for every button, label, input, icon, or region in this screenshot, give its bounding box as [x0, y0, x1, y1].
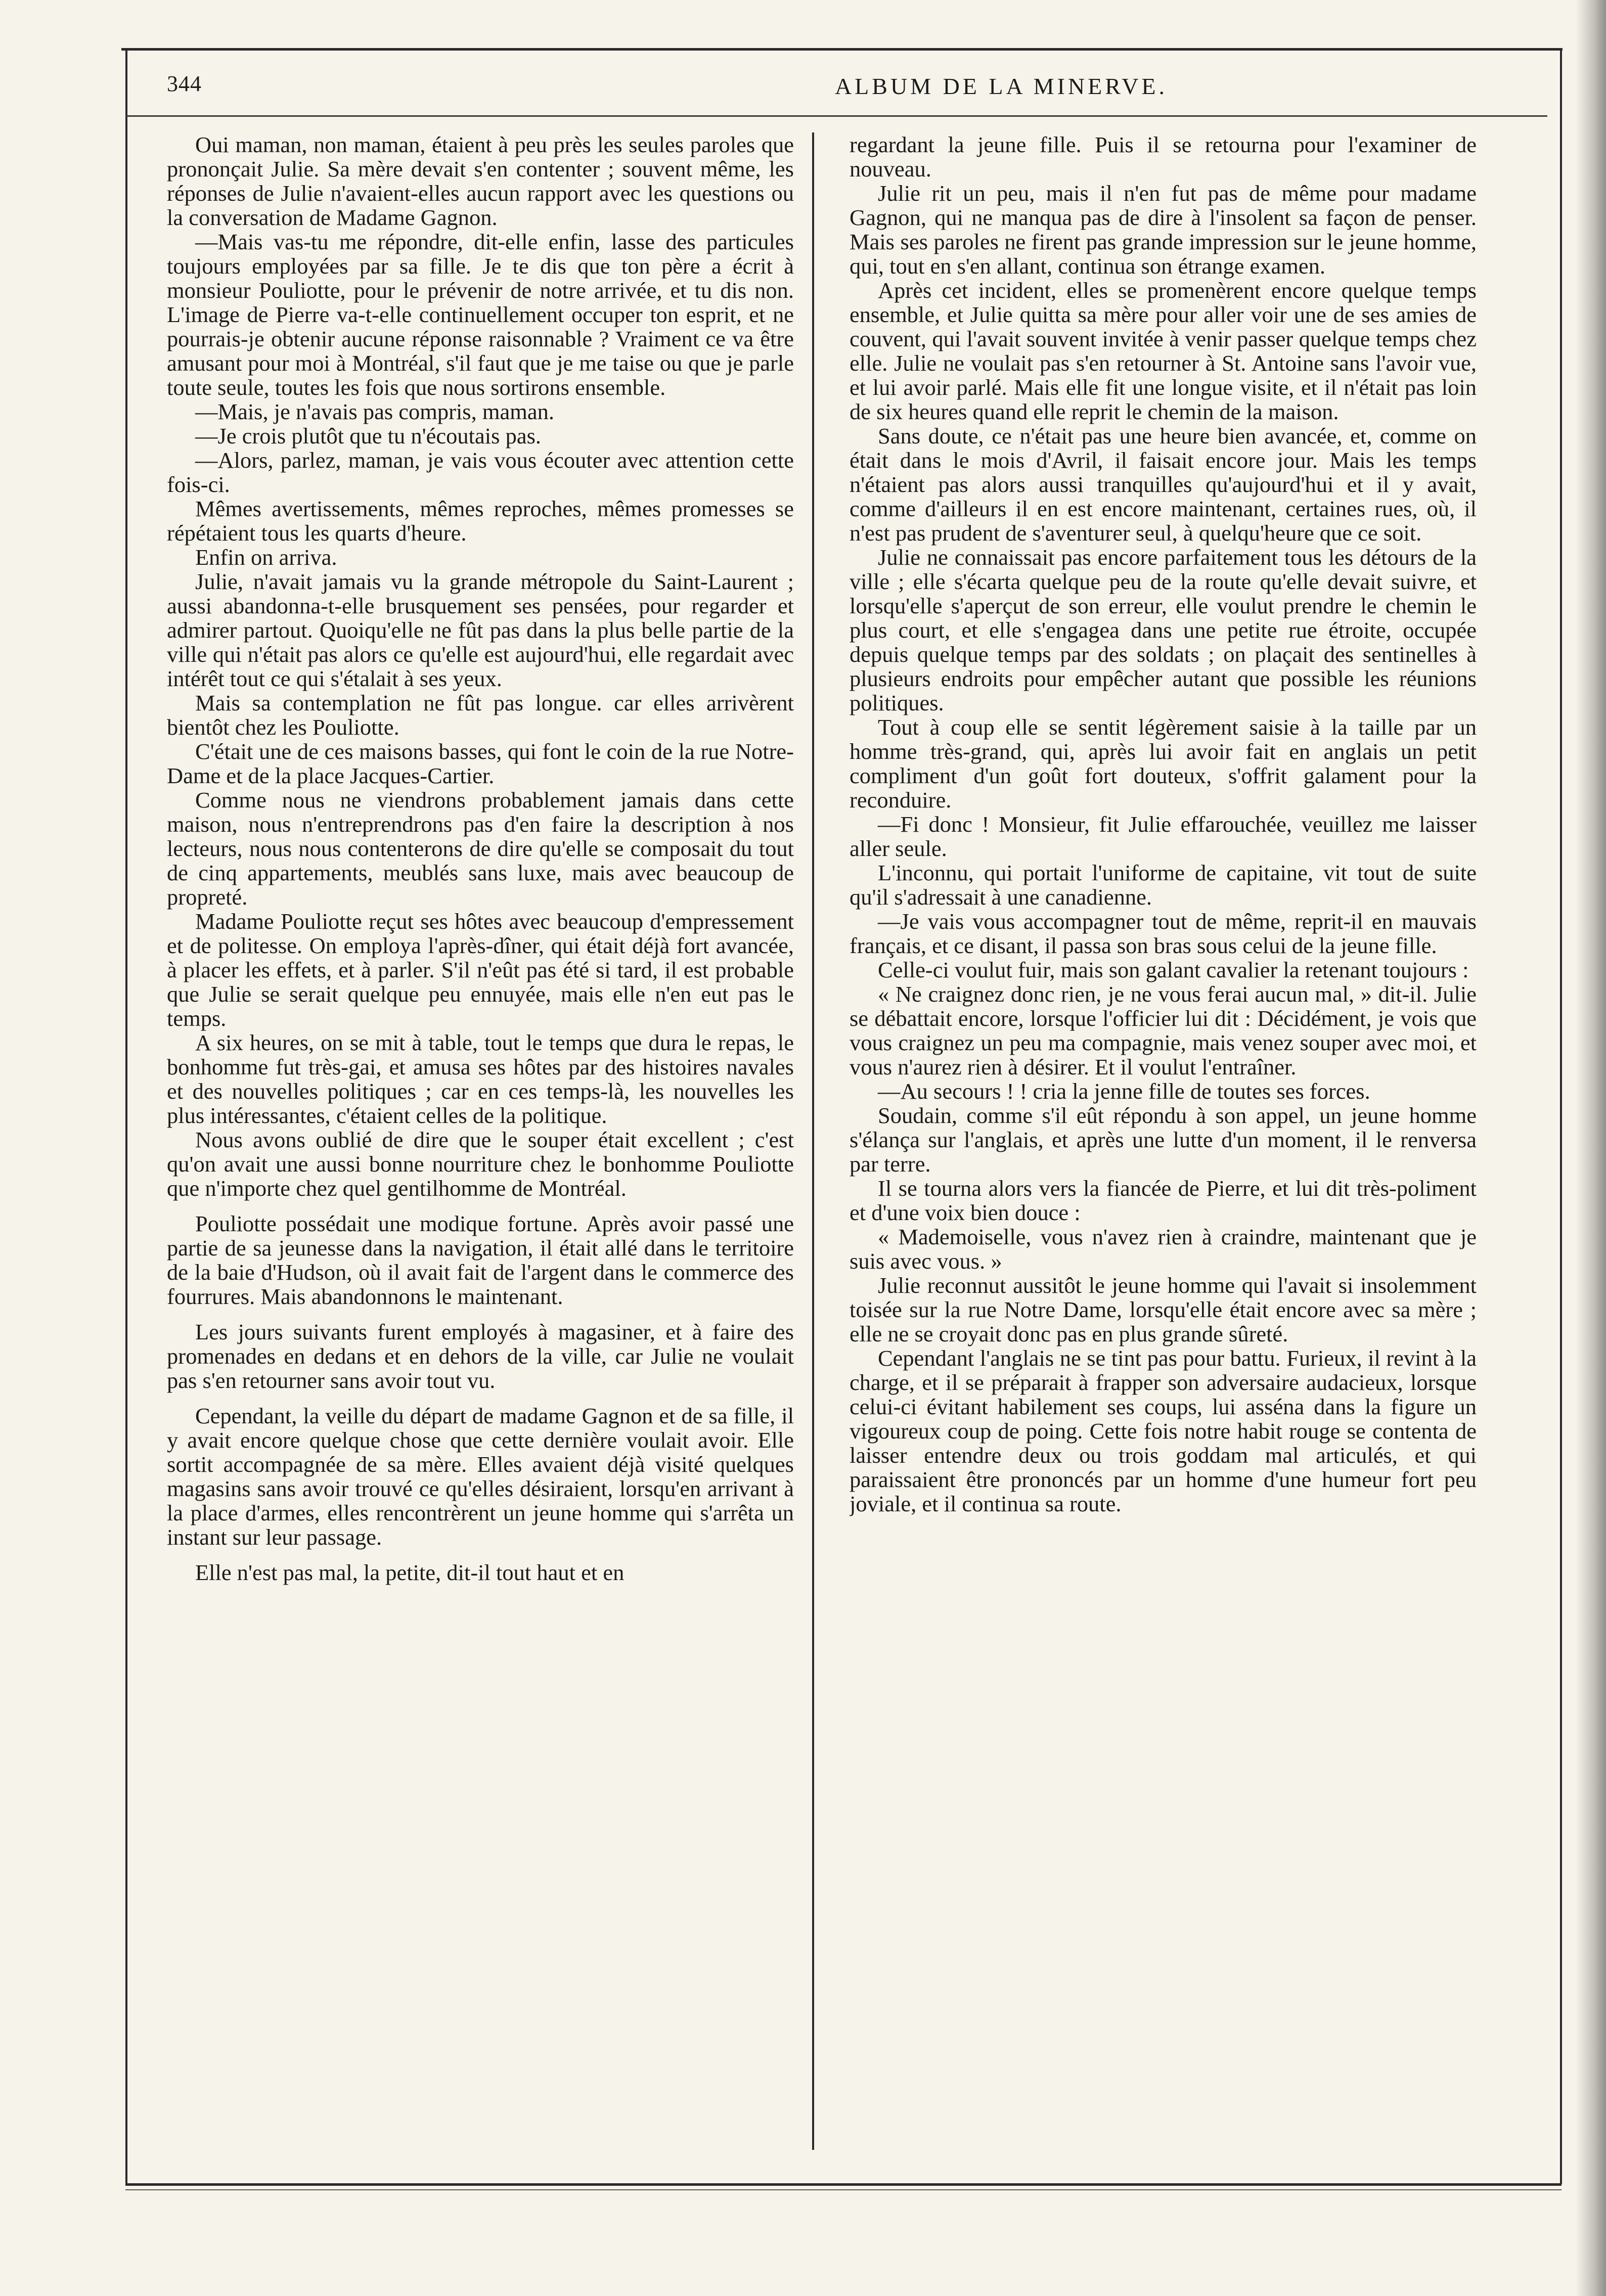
paragraph: A six heures, on se mit à table, tout le temps que dura le repas, le bonhomme fut très-gai, et amusa ses hôtes par des histoires navales et des nouvelles politiques ; car en ces temps-là, les nouvelles les plus intéressantes, c'étaient celles de la politique.	[167, 1030, 794, 1128]
paragraph: —Je vais vous accompagner tout de même, reprit-il en mauvais français, et ce disant, il passa son bras sous celui de la jeune fille.	[850, 909, 1477, 958]
paragraph: Mêmes avertissements, mêmes reproches, mêmes promesses se répétaient tous les quarts d'heure.	[167, 496, 794, 546]
paragraph: Nous avons oublié de dire que le souper était excellent ; c'est qu'on avait une aussi bonne nourriture chez le bonhomme Pouliotte que n'importe chez quel gentilhomme de Montréal.	[167, 1127, 794, 1201]
page-edge-shadow	[1576, 0, 1606, 2296]
paragraph: Julie ne connaissait pas encore parfaitement tous les détours de la ville ; elle s'écarta quelque peu de la route qu'elle devait suivre, et lorsqu'elle s'aperçut de son erreur, elle voulut prendre le chemin le plus court, et elle s'engagea dans une petite rue étroite, occupée depuis quelque temps par des soldats ; on plaçait des sentinelles à plusieurs endroits pour empêcher autant que possible les réunions politiques.	[850, 545, 1477, 715]
paragraph: Cependant l'anglais ne se tint pas pour battu. Furieux, il revint à la charge, et il se préparait à frapper son adversaire audacieux, lorsque celui-ci évitant habilement ses coups, lui asséna dans la figure un vigoureux coup de poing. Cette fois notre habit rouge se contenta de laisser entendre deux ou trois goddam mal articulés, et qui paraissaient être prononcés par un homme d'une humeur fort peu joviale, et il continua sa route.	[850, 1345, 1477, 1516]
paragraph: Pouliotte possédait une modique fortune. Après avoir passé une partie de sa jeunesse dans la navigation, il était allé dans le territoire de la baie d'Hudson, où il avait fait de l'argent dans le commerce des fourrures. Mais abandonnons le maintenant.	[167, 1211, 794, 1309]
paragraph: Soudain, comme s'il eût répondu à son appel, un jeune homme s'élança sur l'anglais, et après une lutte d'un moment, il le renversa par terre.	[850, 1103, 1477, 1177]
paragraph: C'était une de ces maisons basses, qui font le coin de la rue Notre-Dame et de la place Jacques-Cartier.	[167, 739, 794, 788]
paragraph: Celle-ci voulut fuir, mais son galant cavalier la retenant toujours :	[878, 957, 1469, 982]
paragraph: Julie rit un peu, mais il n'en fut pas de même pour madame Gagnon, qui ne manqua pas de dire à l'insolent sa façon de penser. Mais ses paroles ne firent pas grande impression sur le jeune homme, qui, tout en s'en allant, continua son étrange examen.	[850, 181, 1477, 279]
page-number: 344	[167, 71, 202, 96]
top-rule	[121, 48, 1563, 51]
paragraph: Enfin on arriva.	[195, 545, 337, 570]
paragraph: Les jours suivants furent employés à magasiner, et à faire des promenades en dedans et en dehors de la ville, car Julie ne voulait pas s'en retourner sans avoir tout vu.	[167, 1319, 794, 1393]
bottom-rule	[125, 2183, 1562, 2186]
paragraph: Oui maman, non maman, étaient à peu près les seules paroles que prononçait Julie. Sa mère devait s'en contenter ; souvent même, les réponses de Julie n'avaient-elles aucun rapport avec les questions ou la conversation de Madame Gagnon.	[167, 132, 794, 230]
paragraph: —Je crois plutôt que tu n'écoutais pas.	[195, 423, 542, 448]
paragraph: —Mais, je n'avais pas compris, maman.	[195, 399, 554, 424]
running-title: ALBUM DE LA MINERVE.	[834, 73, 1168, 99]
paragraph: —Mais vas-tu me répondre, dit-elle enfin, lasse des particules toujours employées par sa fille. Je te dis que ton père a écrit à monsieur Pouliotte, pour le prévenir de notre arrivée, et tu dis non. L'image de Pierre va-t-elle continuellement occuper ton esprit, et ne pourrais-je obtenir aucune réponse raisonnable ? Vraiment ce va être amusant pour moi à Montréal, s'il faut que je me taise ou que je parle toute seule, toutes les fois que nous sortirons ensemble.	[167, 229, 794, 400]
paragraph: Julie, n'avait jamais vu la grande métropole du Saint-Laurent ; aussi abandonna-t-elle brusquement ses pensées, pour regarder et admirer partout. Quoiqu'elle ne fût pas dans la plus belle partie de la ville qui n'était pas alors ce qu'elle est aujourd'hui, elle regardait avec intérêt tout ce qui s'étalait à ses yeux.	[167, 569, 794, 691]
paragraph: Après cet incident, elles se promenèrent encore quelque temps ensemble, et Julie quitta sa mère pour aller voir une de ses amies de couvent, qui l'avait souvent invitée à venir passer quelque temps chez elle. Julie ne voulait pas s'en retourner à St. Antoine sans l'avoir vue, et lui avoir parlé. Mais elle fit une longue visite, et il n'était pas loin de six heures quand elle reprit le chemin de la maison.	[850, 278, 1477, 424]
paragraph: —Fi donc ! Monsieur, fit Julie effarouchée, veuillez me laisser aller seule.	[850, 812, 1477, 861]
paragraph: Julie reconnut aussitôt le jeune homme qui l'avait si insolemment toisée sur la rue Notre Dame, lorsqu'elle était encore avec sa mère ; elle ne se croyait donc pas en plus grande sûreté.	[850, 1273, 1477, 1346]
paragraph: —Au secours ! ! cria la jenne fille de toutes ses forces.	[878, 1078, 1370, 1104]
paragraph: Comme nous ne viendrons probablement jamais dans cette maison, nous n'entreprendrons pas d'en faire la description à nos lecteurs, nous nous contenterons de dire qu'elle se composait du tout de cinq appartements, meublés sans luxe, mais avec beaucoup de propreté.	[167, 787, 794, 910]
paragraph: Tout à coup elle se sentit légèrement saisie à la taille par un homme très-grand, qui, après lui avoir fait en anglais un petit compliment d'un goût fort douteux, s'offrit galament pour la reconduire.	[850, 714, 1477, 813]
left-column	[167, 132, 794, 2140]
paragraph: Elle n'est pas mal, la petite, dit-il tout haut et en	[195, 1560, 624, 1585]
page-header	[167, 66, 1532, 106]
paragraph: regardant la jeune fille. Puis il se retourna pour l'examiner de nouveau.	[850, 132, 1477, 182]
right-column	[850, 132, 1477, 2140]
header-rule	[126, 115, 1547, 117]
paragraph: Sans doute, ce n'était pas une heure bien avancée, et, comme on était dans le mois d'Avril, il faisait encore jour. Mais les temps n'étaient pas alors aussi tranquilles qu'aujourd'hui et il y avait, comme d'ailleurs il en est encore maintenant, certaines rues, où, il n'est pas prudent de s'aventurer seul, à quelqu'heure que ce soit.	[850, 423, 1477, 546]
bottom-rule-thin	[125, 2189, 1562, 2190]
paragraph: Mais sa contemplation ne fût pas longue. car elles arrivèrent bientôt chez les Pouliotte.	[167, 690, 794, 740]
paragraph: « Ne craignez donc rien, je ne vous ferai aucun mal, » dit-il. Julie se débattait encore, lorsque l'officier lui dit : Décidément, je vois que vous craignez un peu ma compagnie, mais venez souper avec moi, et vous n'aurez rien à désirer. Et il voulut l'entraîner.	[850, 981, 1477, 1079]
paragraph: —Alors, parlez, maman, je vais vous écouter avec attention cette fois-ci.	[167, 447, 794, 497]
paragraph: Madame Pouliotte reçut ses hôtes avec beaucoup d'empressement et de politesse. On employa l'après-dîner, qui était déjà fort avancée, à placer les effets, et à parler. S'il n'eût pas été si tard, il est probable que Julie se serait quelque peu ennuyée, mais elle n'en eut pas le temps.	[167, 909, 794, 1031]
paragraph: Il se tourna alors vers la fiancée de Pierre, et lui dit très-poliment et d'une voix bien douce :	[850, 1176, 1477, 1225]
paragraph: L'inconnu, qui portait l'uniforme de capitaine, vit tout de suite qu'il s'adressait à une canadienne.	[850, 860, 1477, 910]
paragraph: Cependant, la veille du départ de madame Gagnon et de sa fille, il y avait encore quelque chose que cette dernière voulait avoir. Elle sortit accompagnée de sa mère. Elles avaient déjà visité quelques magasins sans avoir trouvé ce qu'elles désiraient, lorsqu'en arrivant à la place d'armes, elles rencontrèrent un jeune homme qui s'arrêta un instant sur leur passage.	[167, 1403, 794, 1550]
column-divider	[812, 132, 814, 2150]
right-frame-line	[1560, 48, 1562, 2184]
left-frame-line	[125, 48, 127, 2184]
paragraph: « Mademoiselle, vous n'avez rien à craindre, maintenant que je suis avec vous. »	[850, 1224, 1477, 1274]
